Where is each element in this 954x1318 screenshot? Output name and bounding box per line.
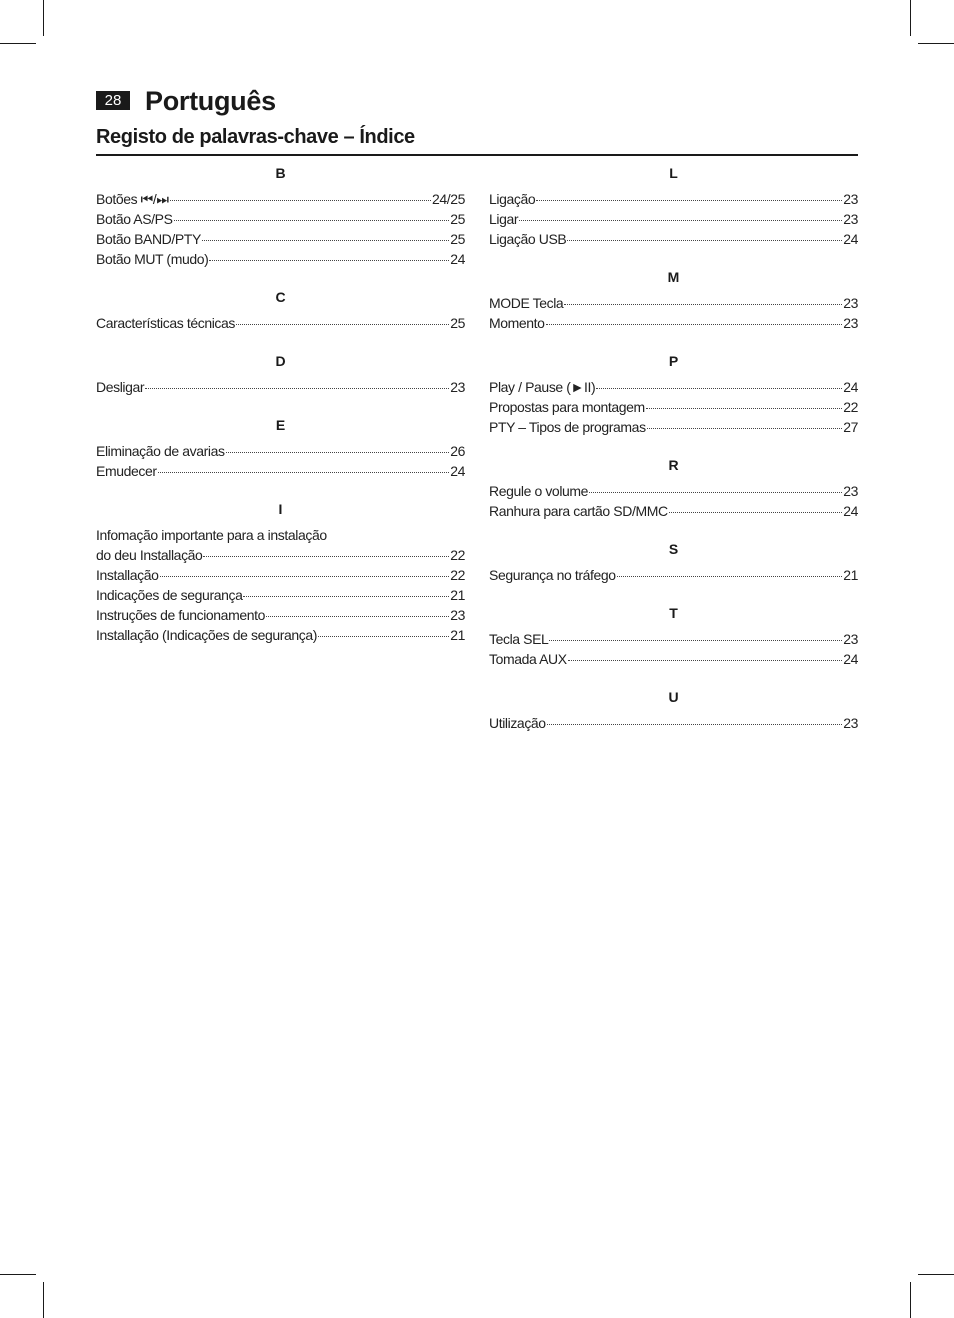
index-entry-label: Utilização [489,715,546,731]
index-letter-heading: I [278,501,283,517]
index-entry [489,189,858,209]
crop-mark [0,43,36,44]
index-entry [489,481,858,501]
dot-leader [547,724,843,725]
index-entry-label: Botões ⏮/⏭ [96,191,169,207]
index-entry-label: Botão MUT (mudo) [96,251,209,267]
index-group [489,163,858,249]
index-entry [96,605,465,625]
index-letter-heading: R [668,457,679,473]
index-group [96,163,465,269]
index-group [489,539,858,585]
dot-leader [617,576,843,577]
index-entry [96,189,465,209]
index-entry-page: 23 [843,295,858,311]
index-entry-page: 23 [843,715,858,731]
index-entry-page: 27 [843,419,858,435]
crop-mark [0,1274,36,1275]
dot-leader [564,304,842,305]
index-entry-page: 24 [450,251,465,267]
crop-mark [910,0,911,36]
index-entry-page: 24 [843,651,858,667]
index-group [489,687,858,733]
index-entry-label: Emudecer [96,463,157,479]
index-entry-page: 26 [450,443,465,459]
index-entry-prefix: Infomação importante para a instalação [96,527,327,543]
index-group [489,351,858,437]
dot-leader [589,492,842,493]
index-entry-label: Regule o volume [489,483,589,499]
index-entry [489,377,858,397]
index-entry-page: 24 [843,231,858,247]
index-entry [96,209,465,229]
index-entry-label: Play / Pause (►II) [489,379,596,395]
dot-leader [536,200,842,201]
dot-leader [226,452,450,453]
dot-leader [160,576,450,577]
index-letter-heading: T [669,605,678,621]
index-letter-heading: S [668,541,679,557]
index-entry [96,545,465,565]
index-entry [96,565,465,585]
index-letter-heading: C [275,289,286,305]
dot-leader [646,408,842,409]
index-entry-page: 21 [450,627,465,643]
index-entry [96,461,465,481]
dot-leader [202,240,449,241]
index-entry [489,713,858,733]
index-entry-page: 21 [450,587,465,603]
index-entry-page: 23 [843,191,858,207]
index-entry-label: do deu Installação [96,547,203,563]
index-entry-label: Ranhura para cartão SD/MMC [489,503,668,519]
index-entry-label: PTY – Tipos de programas [489,419,646,435]
index-entry-page: 23 [450,379,465,395]
index-entry-page: 23 [843,315,858,331]
dot-leader [546,324,843,325]
index-entry [489,629,858,649]
index-entry-page: 23 [843,631,858,647]
index-entry-page: 22 [843,399,858,415]
dot-leader [174,220,450,221]
index-letter-heading: M [667,269,680,285]
index-entry-label: Ligação USB [489,231,567,247]
dot-leader [236,324,449,325]
index-entry-label: Desligar [96,379,145,395]
index-entry-label: Indicações de segurança [96,587,243,603]
index-entry-label: Ligação [489,191,536,207]
dot-leader [596,388,842,389]
language-heading: Português [145,86,276,116]
index-letter-heading: L [669,165,678,181]
dot-leader [568,660,843,661]
index-entry-label: Momento [489,315,545,331]
index-letter-heading: B [275,165,286,181]
index-group [96,415,465,481]
index-entry-page: 25 [450,211,465,227]
index-entry-label: Installação [96,567,159,583]
crop-mark [43,0,44,36]
index-entry [96,441,465,461]
index-group [489,267,858,333]
index-group [96,499,465,645]
index-group [489,603,858,669]
index-entry [489,417,858,437]
index-entry [489,649,858,669]
index-column-left [96,163,465,663]
index-letter-heading: U [668,689,679,705]
index-entry-label: Segurança no tráfego [489,567,616,583]
index-entry [96,625,465,645]
index-entry-page: 23 [843,211,858,227]
index-entry [96,377,465,397]
index-entry-label: Installação (Indicações de segurança) [96,627,318,643]
dot-leader [158,472,450,473]
index-entry-label: Instruções de funcionamento [96,607,265,623]
index-group [96,351,465,397]
index-letter-heading: E [275,417,286,433]
dot-leader [145,388,449,389]
dot-leader [266,616,449,617]
index-entry-label: Propostas para montagem [489,399,645,415]
index-entry-label: Características técnicas [96,315,236,331]
index-entry-page: 25 [450,231,465,247]
crop-mark [918,43,954,44]
dot-leader [549,640,842,641]
index-entry-label: Tomada AUX [489,651,567,667]
index-entry [96,249,465,269]
index-entry-page: 21 [843,567,858,583]
dot-leader [567,240,842,241]
index-entry-page: 24 [450,463,465,479]
index-entry-label: Tecla SEL [489,631,549,647]
index-entry [489,565,858,585]
index-entry-page: 25 [450,315,465,331]
index-group [489,455,858,521]
page-number-badge: 28 [96,91,130,110]
dot-leader [519,220,842,221]
dot-leader [170,200,431,201]
index-entry [96,229,465,249]
index-entry-page: 23 [843,483,858,499]
dot-leader [318,636,449,637]
index-entry-page: 24 [843,503,858,519]
index-entry-page: 23 [450,607,465,623]
index-group [96,287,465,333]
index-entry [489,293,858,313]
index-entry-label: Eliminação de avarias [96,443,225,459]
index-entry-label: MODE Tecla [489,295,564,311]
section-title: Registo de palavras-chave – Índice [96,126,415,148]
index-column-right [489,163,858,751]
index-entry [489,209,858,229]
index-entry-page: 22 [450,567,465,583]
index-entry-label: Ligar [489,211,519,227]
title-rule [96,154,858,156]
index-entry-label: Botão BAND/PTY [96,231,201,247]
index-entry-label: Botão AS/PS [96,211,173,227]
index-entry [489,397,858,417]
index-entry-page: 24/25 [431,191,465,207]
index-entry [96,313,465,333]
index-letter-heading: P [668,353,679,369]
dot-leader [203,556,449,557]
index-entry-page: 24 [843,379,858,395]
dot-leader [209,260,449,261]
crop-mark [910,1282,911,1318]
index-entry [489,501,858,521]
dot-leader [647,428,843,429]
dot-leader [669,512,843,513]
index-entry [489,313,858,333]
index-entry [489,229,858,249]
crop-mark [918,1274,954,1275]
crop-mark [43,1282,44,1318]
index-entry [96,585,465,605]
index-letter-heading: D [275,353,286,369]
dot-leader [243,596,449,597]
index-entry-page: 22 [450,547,465,563]
